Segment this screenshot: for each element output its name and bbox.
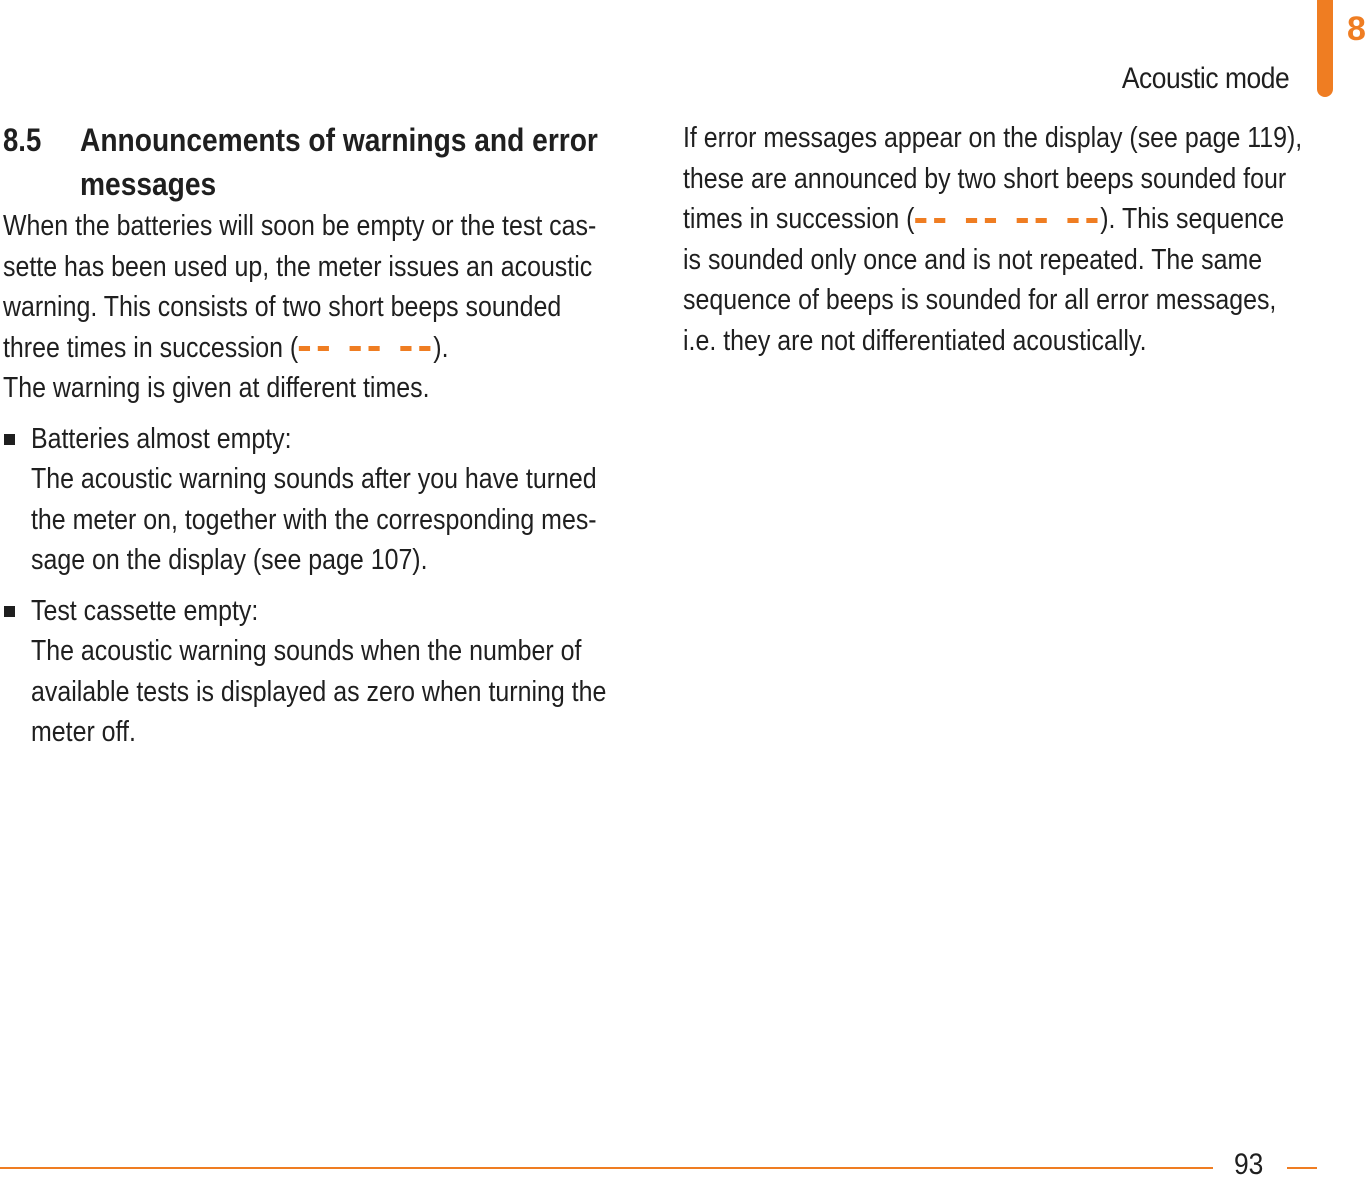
bullet-line: sage on the display (see page 107).: [31, 544, 428, 576]
intro-paragraph: [3, 206, 643, 368]
intro-line: When the batteries will soon be empty or the test cas-: [3, 210, 597, 242]
beep-dash: [318, 346, 329, 351]
running-header-title: Acoustic mode: [1121, 62, 1289, 95]
intro-line-with-beeps: three times in succession ( ).: [3, 331, 449, 364]
error-beep-pattern: [915, 218, 1099, 223]
section-heading: [3, 118, 643, 206]
bullet-content: [31, 419, 689, 581]
beep-dash: [350, 346, 361, 351]
bullet-line: available tests is displayed as zero when turning the: [31, 675, 607, 708]
paragraph-line: i.e. they are not differentiated acoustically.: [683, 324, 1147, 357]
bullet-line: meter off.: [31, 716, 136, 748]
error-messages-paragraph: [683, 118, 1343, 361]
bullet-line: the meter on, together with the corresponding mes-: [31, 503, 597, 536]
square-bullet-icon: [4, 434, 15, 445]
section-title: [80, 118, 669, 206]
bullet-line: The acoustic warning sounds when the number of: [31, 635, 582, 667]
beep-dash: [966, 218, 977, 223]
paragraph-line: sequence of beeps is sounded for all error messages,: [683, 284, 1277, 316]
beep-dash: [1086, 218, 1097, 223]
footer-rule-right: [1287, 1167, 1317, 1169]
paragraph-line-with-beeps: times in succession ( ). This sequence: [683, 203, 1285, 235]
beep-dash: [1068, 218, 1079, 223]
intro-line: warning. This consists of two short beeps sounded: [3, 291, 562, 323]
square-bullet-icon: [4, 606, 15, 617]
chapter-number: 8: [1347, 10, 1366, 48]
bullet-test-cassette-empty: [3, 591, 643, 753]
bullet-line: The acoustic warning sounds after you have turned: [31, 463, 597, 495]
beep-dash: [401, 346, 412, 351]
beep-dash: [934, 218, 945, 223]
beep-dash: [915, 218, 926, 223]
bullet-title: Test cassette empty:: [31, 594, 259, 627]
bullet-batteries-empty: [3, 419, 643, 581]
warning-times-text: The warning is given at different times.: [3, 372, 430, 404]
beep-dash: [1017, 218, 1028, 223]
beep-dash: [1036, 218, 1047, 223]
paragraph-line: If error messages appear on the display (see page 119),: [683, 122, 1303, 154]
paragraph-line: these are announced by two short beeps sounded four: [683, 162, 1287, 195]
section-number: 8.5: [3, 122, 42, 158]
warning-times-paragraph: [3, 368, 643, 409]
beep-dash: [369, 346, 380, 351]
bullet-title: Batteries almost empty:: [31, 422, 292, 455]
paragraph-line: is sounded only once and is not repeated. The same: [683, 243, 1263, 276]
page-number: 93: [1234, 1148, 1264, 1181]
section-title-line: Announcements of warnings and error: [80, 122, 598, 158]
section-title-line: messages: [80, 166, 217, 202]
right-column: [683, 118, 1343, 361]
footer-rule: [0, 1167, 1213, 1169]
beep-dash: [985, 218, 996, 223]
chapter-tab-marker: [1317, 0, 1333, 97]
left-column: [3, 118, 643, 753]
beep-dash: [299, 346, 310, 351]
intro-line: sette has been used up, the meter issues an acoustic: [3, 250, 593, 283]
bullet-content: [31, 591, 700, 753]
beep-dash: [420, 346, 431, 351]
warning-beep-pattern: [299, 346, 432, 351]
